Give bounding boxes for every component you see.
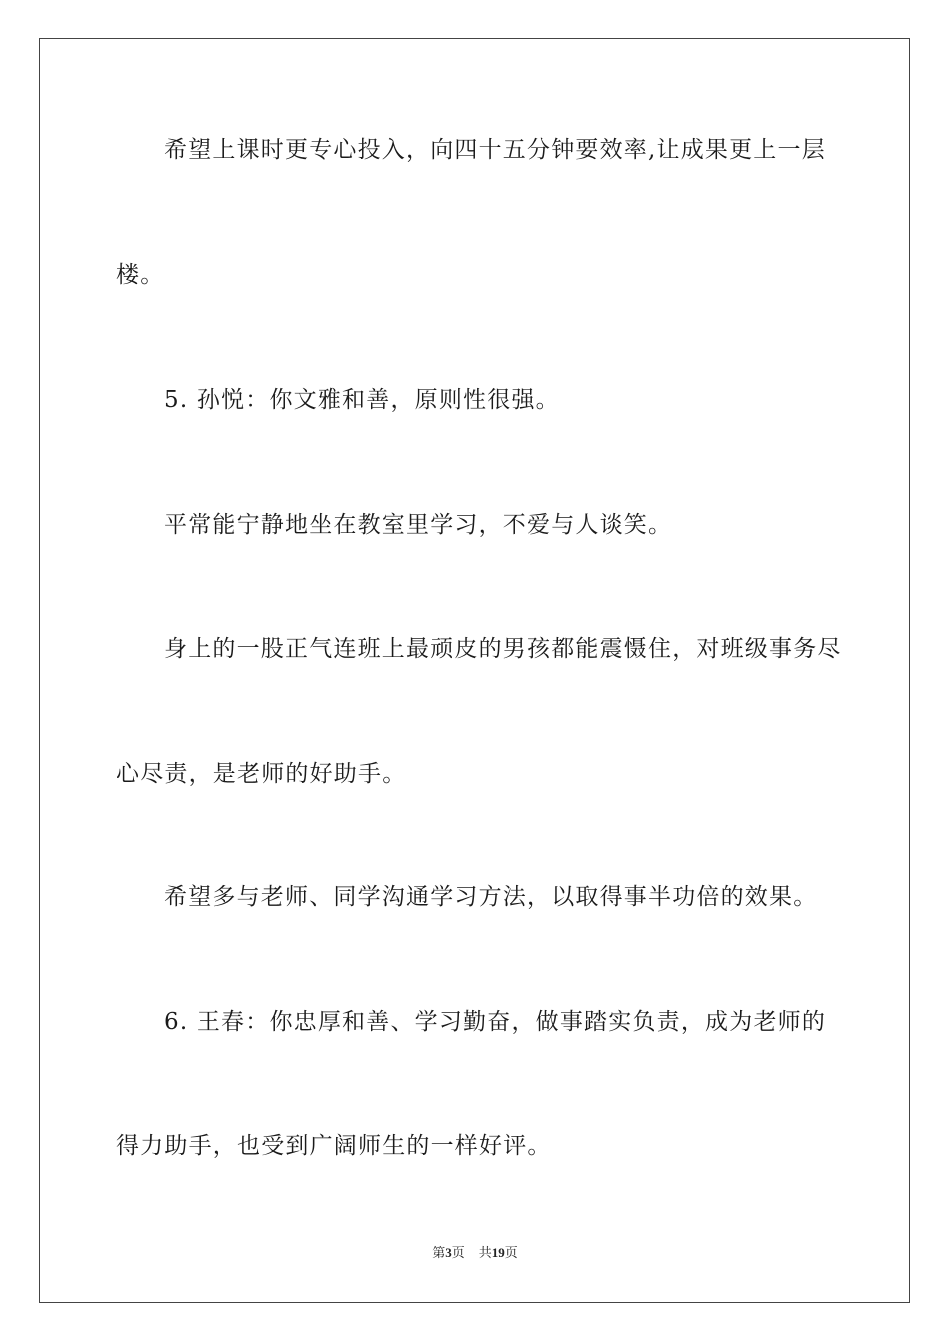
- total-suffix: 页: [504, 1245, 518, 1260]
- paragraph-line: 5. 孙悦：你文雅和善，原则性很强。: [164, 387, 560, 413]
- page-prefix: 第: [432, 1245, 446, 1260]
- paragraph-line: 楼。: [116, 262, 165, 288]
- paragraph-line: 平常能宁静地坐在教室里学习，不爱与人谈笑。: [164, 512, 673, 538]
- page-border: [39, 38, 910, 1303]
- paragraph-line: 身上的一股正气连班上最顽皮的男孩都能震慑住，对班级事务尽: [164, 636, 842, 662]
- paragraph-line: 心尽责，是老师的好助手。: [116, 761, 407, 787]
- page-suffix: 页: [451, 1245, 465, 1260]
- paragraph-line: 希望上课时更专心投入，向四十五分钟要效率,让成果更上一层: [164, 137, 826, 163]
- paragraph-line: 6. 王春：你忠厚和善、学习勤奋，做事踏实负责，成为老师的: [164, 1009, 827, 1035]
- page-number: 3: [445, 1245, 452, 1260]
- page-footer: [0, 1244, 950, 1262]
- total-pages: 19: [491, 1245, 505, 1260]
- paragraph-line: 得力助手，也受到广阔师生的一样好评。: [116, 1133, 552, 1159]
- total-prefix: 共: [478, 1245, 492, 1260]
- paragraph-line: 希望多与老师、同学沟通学习方法，以取得事半功倍的效果。: [164, 884, 818, 910]
